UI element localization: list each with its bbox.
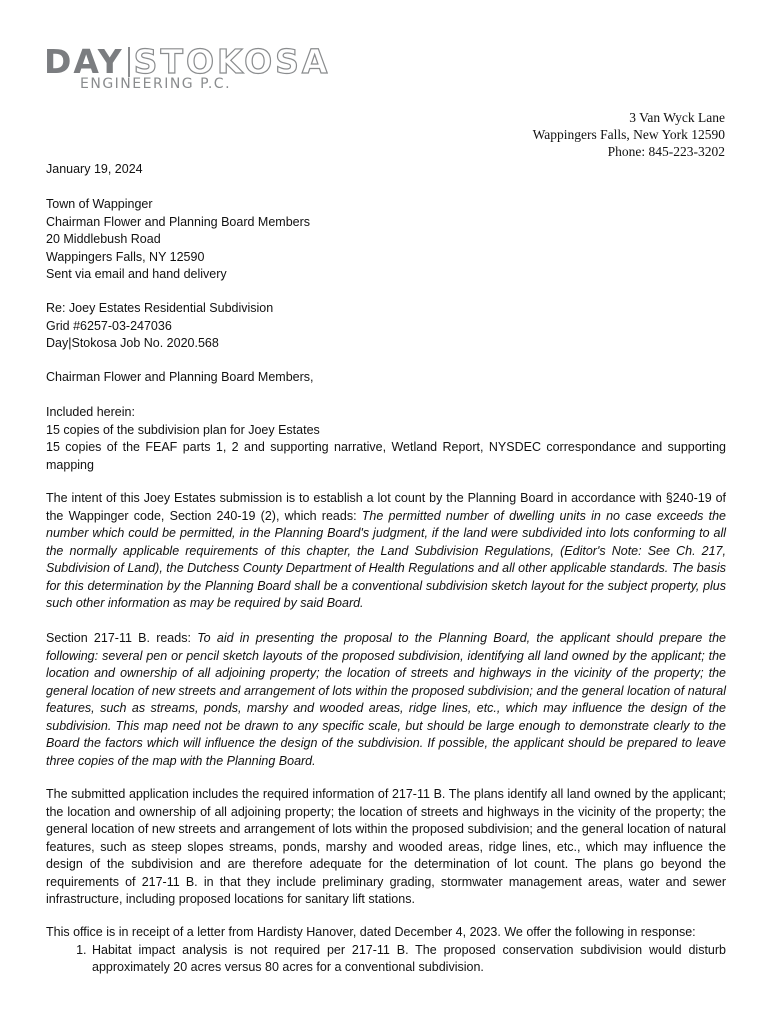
recipient-line: Town of Wappinger [46,197,153,211]
letter-date [46,161,726,179]
submitted-text: The submitted application includes the required information of 217-11 B. The plans identify all land owned by the applicant; the location and ownership of all adjoining property; the location of streets and highways in the vicinity of the property; the general location of new streets and arrangement of lots within the proposed subdivision; and the general location of natural features, such as steep slopes streams, ponds, marshy and wooded areas, ridge lines, etc., which may influence the design of the subdivision and are therefore adequate for the determination of lot count. The plans go beyond the requirements of 217-11 B. in that they include preliminary grading, stormwater management areas, water and sewer infrastructure, including proposed locations for sanitary lift stations. [46,787,726,906]
logo-stokosa: STOKOSA [133,42,331,81]
address-phone: Phone: 845-223-3202 [607,144,725,159]
response-text: This office is in receipt of a letter from Hardisty Hanover, dated December 4, 2023. We offer the following in response: [46,925,696,939]
salutation-text: Chairman Flower and Planning Board Members, [46,370,314,384]
company-logo [44,44,330,92]
included-item: 15 copies of the subdivision plan for Joey Estates [46,422,320,437]
address-street: 3 Van Wyck Lane [629,110,725,125]
recipient-line: Wappingers Falls, NY 12590 [46,249,205,264]
list-item: 1. Habitat impact analysis is not required per 217-11 B. The proposed conservation subdivision would disturb approximately 20 acres versus 80 acres for a conventional subdivision. [90,942,726,977]
re-line: Re: Joey Estates Residential Subdivision [46,301,274,315]
paragraph-response [46,924,726,977]
recipient-block [46,196,726,284]
re-line: Day|Stokosa Job No. 2020.568 [46,336,219,350]
logo-divider [128,47,130,77]
intent-text: The intent of this Joey Estates submission is to establish a lot count by the Planning Board in accordance with §240-19 of the Wappinger code, Section 240-19 (2), which reads: [46,491,726,523]
logo-wordmark [44,44,330,80]
section-quote: To aid in presenting the proposal to the Planning Board, the applicant should prepare the following: several pen or pencil sketch layouts of the proposed subdivision, identifying all land owned by the applicant; the location and ownership of all adjoining property; the location of streets and highways in the vicinity of the property; the general location of new streets and arrangement of lots within the proposed subdivision; and the general location of natural features, such as streams, ponds, marshy and wooded areas, ridge lines, etc., which may influence the design of the subdivision. This map need not be drawn to any specific scale, but should be large enough to demonstrate clearly to the Board the factors which will influence the design of the subdivision. If possible, the applicant should be prepared to leave three copies of the map with the Planning Board. [46,631,726,768]
salutation [46,369,726,387]
letterhead-address [533,109,725,160]
section-text: Section 217-11 B. reads: [46,631,198,645]
included-heading: Included herein: [46,405,135,419]
recipient-line: Sent via email and hand delivery [46,267,227,281]
date-text: January 19, 2024 [46,162,143,176]
re-block [46,300,726,353]
included-block [46,404,726,474]
paragraph-submitted [46,786,726,909]
recipient-line: Chairman Flower and Planning Board Members [46,214,311,229]
included-item: 15 copies of the FEAF parts 1, 2 and supporting narrative, Wetland Report, NYSDEC correspondance and supporting mapping [46,440,726,472]
intent-quote: The permitted number of dwelling units in no case exceeds the number which could be permitted, in the Planning Board's judgment, if the land were subdivided into lots conforming to all the normally applicable requirements of this chapter, the Land Subdivision Regulations, (Editor's Note: See Ch. 217, Subdivision of Land), the Dutchess County Department of Health Regulations and all other applicable standards. The basis for this determination by the Planning Board shall be a conventional subdivision sketch layout for the subject property, plus such other information as may be required by said Board. [46,508,726,610]
paragraph-intent [46,490,726,613]
paragraph-section-217 [46,630,726,770]
re-line: Grid #6257-03-247036 [46,318,172,333]
address-city: Wappingers Falls, New York 12590 [532,127,725,142]
logo-day: DAY [44,42,124,81]
logo-subtitle: ENGINEERING P.C. [80,76,232,92]
response-list [46,942,726,977]
recipient-line: 20 Middlebush Road [46,232,161,246]
